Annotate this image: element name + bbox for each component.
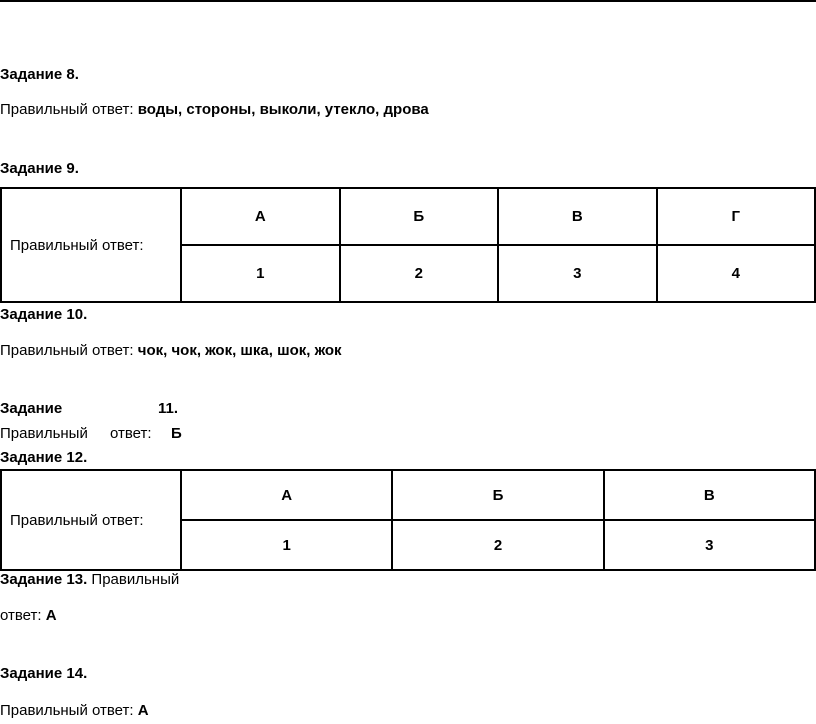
task-14-answer-line bbox=[0, 702, 149, 720]
task-10-answer-line bbox=[0, 342, 342, 360]
task-13-prefix-part1: Правильный bbox=[91, 571, 180, 588]
task-13-line-2 bbox=[0, 607, 57, 625]
task-12-value-cell: 1 bbox=[181, 520, 392, 570]
task-13-prefix-part2: ответ: bbox=[0, 607, 42, 624]
task-11-title-number: 11. bbox=[158, 400, 179, 417]
task-8-answer: воды, стороны, выколи, утекло, дрова bbox=[137, 101, 429, 118]
answer-prefix: Правильный ответ: bbox=[0, 342, 134, 359]
task-12-value-cell: 3 bbox=[604, 520, 815, 570]
task-9-value-cell: 4 bbox=[657, 245, 816, 302]
task-12-header-cell: В bbox=[604, 470, 815, 520]
task-14-title: Задание 14. bbox=[0, 665, 88, 682]
task-9-title: Задание 9. bbox=[0, 160, 79, 177]
top-border-line bbox=[0, 0, 816, 2]
task-12-header-cell: Б bbox=[392, 470, 603, 520]
task-9-value-cell: 3 bbox=[498, 245, 657, 302]
task-9-header-cell: Б bbox=[340, 188, 499, 245]
task-8-answer-line bbox=[0, 101, 429, 119]
task-9-header-cell: А bbox=[181, 188, 340, 245]
task-9-value-cell: 1 bbox=[181, 245, 340, 302]
task-12-title: Задание 12. bbox=[0, 449, 88, 466]
answer-prefix: Правильный ответ: bbox=[0, 702, 134, 719]
task-14-answer: А bbox=[137, 702, 149, 719]
answer-prefix: Правильный ответ: bbox=[0, 101, 134, 118]
task-11-title-word: Задание bbox=[0, 400, 63, 417]
task-10-title: Задание 10. bbox=[0, 306, 88, 323]
task-9-label: Правильный ответ: bbox=[1, 188, 181, 302]
task-12-answer-table bbox=[0, 469, 816, 571]
task-13-title: Задание 13. bbox=[0, 571, 88, 588]
task-13-answer: А bbox=[45, 607, 57, 624]
task-9-value-cell: 2 bbox=[340, 245, 499, 302]
task-12-label: Правильный ответ: bbox=[1, 470, 181, 570]
task-9-header-cell: В bbox=[498, 188, 657, 245]
task-13-line-1 bbox=[0, 571, 179, 589]
task-9-header-cell: Г bbox=[657, 188, 816, 245]
task-12-value-cell: 2 bbox=[392, 520, 603, 570]
task-8-title: Задание 8. bbox=[0, 66, 79, 83]
task-11-answer: Б bbox=[171, 425, 182, 442]
task-10-answer: чок, чок, жок, шка, шок, жок bbox=[137, 342, 342, 359]
task-12-header-cell: А bbox=[181, 470, 392, 520]
task-9-answer-table bbox=[0, 187, 816, 303]
task-11-prefix-word2: ответ: bbox=[110, 425, 152, 442]
task-11-prefix-word1: Правильный bbox=[0, 425, 88, 442]
